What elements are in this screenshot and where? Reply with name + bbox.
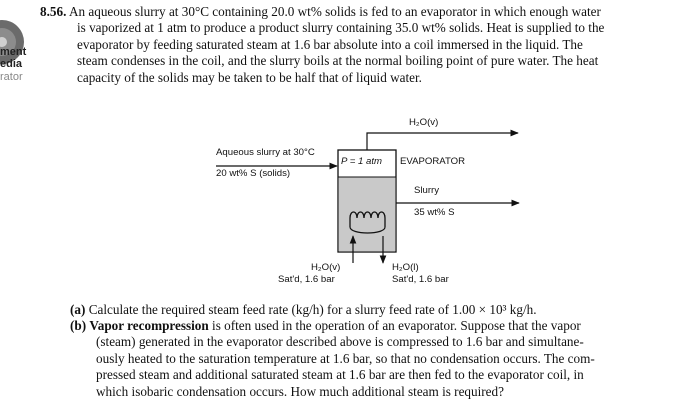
steam-in-label: H₂O(v) <box>311 262 341 273</box>
part-b-text: pressed steam and additional saturated steam at 1.6 bar are then fed to the evaporator coil, in <box>96 367 584 383</box>
condensate-condition-label: Sat'd, 1.6 bar <box>392 274 449 285</box>
part-b-text: (steam) generated in the evaporator described above is compressed to 1.6 bar and simultane- <box>96 334 584 350</box>
part-b-text: ously heated to the saturation temperature at 1.6 bar, so that no condensation occurs. The com- <box>96 350 595 366</box>
problem-line: is vaporized at 1 atm to produce a product slurry containing 35.0 wt% solids. Heat is supplied to the <box>77 20 605 36</box>
margin-word: rator <box>0 71 23 83</box>
part-b-text: is often used in the operation of an evaporator. Suppose that the vapor <box>208 318 581 333</box>
part-b-text: which isobaric condensation occurs. How much additional steam is required? <box>96 383 504 399</box>
part-label: (b) <box>70 318 87 333</box>
problem-line: steam condenses in the coil, and the slurry boils at the normal boiling point of pure water. The heat <box>77 53 599 69</box>
slurry-liquid <box>339 177 396 251</box>
problem-line: An aqueous slurry at 30°C containing 20.0 wt% solids is fed to an evaporator in which enough water <box>68 4 601 19</box>
product-composition-label: 35 wt% S <box>414 207 455 218</box>
part-b-bold-term: Vapor recompression <box>89 318 209 333</box>
margin-word: ment <box>0 46 27 58</box>
part-a-text: Calculate the required steam feed rate (kg/h) for a slurry feed rate of 1.00 × 10³ kg/h. <box>88 302 537 317</box>
product-label: Slurry <box>414 185 440 196</box>
problem-line: capacity of the solids may be taken to be half that of liquid water. <box>77 69 422 85</box>
vapor-outlet-stream <box>367 133 518 150</box>
unit-name-label: EVAPORATOR <box>400 156 466 167</box>
feed-label: Aqueous slurry at 30°C <box>216 147 315 158</box>
steam-in-condition-label: Sat'd, 1.6 bar <box>278 274 335 285</box>
problem-number: 8.56. <box>40 4 67 19</box>
vapor-out-label: H₂O(v) <box>409 117 439 128</box>
condensate-label: H₂O(l) <box>392 262 419 273</box>
margin-word: edia <box>0 58 23 70</box>
problem-line: evaporator by feeding saturated steam at 1.6 bar absolute into a coil immersed in the liquid. The <box>77 36 583 52</box>
question-part-a <box>70 302 682 318</box>
question-part-b <box>70 318 682 400</box>
pressure-label: P = 1 atm <box>341 156 382 167</box>
part-label: (a) <box>70 302 86 317</box>
feed-composition-label: 20 wt% S (solids) <box>216 168 291 179</box>
